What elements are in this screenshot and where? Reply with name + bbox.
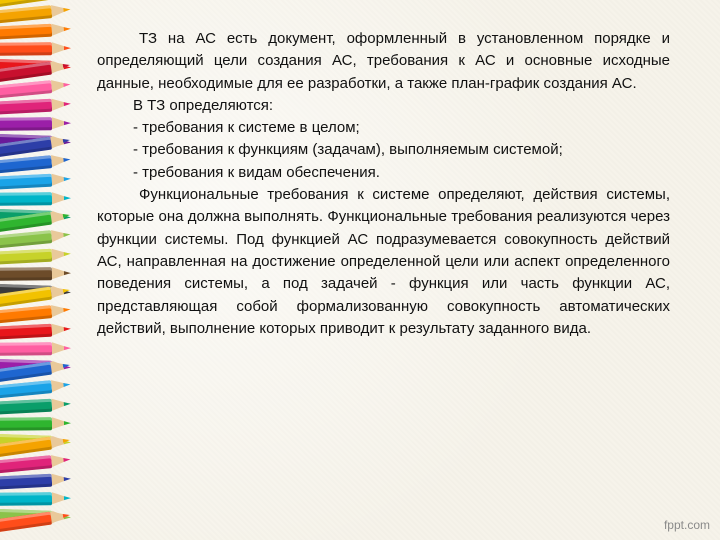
pencil-decoration <box>0 97 90 116</box>
pencil-decoration <box>0 192 90 206</box>
pencil-decoration <box>0 172 90 191</box>
list-item: - требования к видам обеспечения. <box>133 163 380 181</box>
watermark: fppt.com <box>663 518 710 532</box>
pencils-decoration <box>0 0 92 540</box>
pencil-decoration <box>0 322 90 341</box>
pencil-decoration <box>0 397 90 416</box>
functional-requirements-paragraph: Функциональные требования к системе определяют, действия системы, которые она должна выполнять. Функциональные требования реализуются через функции системы. Под функцией АС подразумевается совокупность действий АС, направленная на достижение определенной цели или аспект определенного поведения системы, а под задачей - функция или часть функции АС, представляющая собой формализованную совокупность автоматических действий, выполнение которых приводит к результату заданного вида. <box>97 186 670 337</box>
pencil-decoration <box>0 472 90 491</box>
list-item: - требования к функциям (задачам), выполняемым системой; <box>133 141 563 159</box>
pencil-decoration <box>0 117 90 131</box>
intro-paragraph: ТЗ на АС есть документ, оформленный в установленном порядке и определяющий цели создания АС, требования к АС и основные исходные данные, необходимые для ее разработки, а также план-график создания АС. <box>97 30 670 92</box>
text-content <box>97 28 670 340</box>
pencil-decoration <box>0 417 90 431</box>
pencil-decoration <box>0 342 90 356</box>
pencil-decoration <box>0 247 90 266</box>
pencil-decoration <box>0 267 90 281</box>
pencil-decoration <box>0 42 90 56</box>
pencil-decoration <box>0 22 90 41</box>
list-item: - требования к системе в целом; <box>133 119 360 137</box>
pencil-decoration <box>0 492 90 506</box>
list-heading: В ТЗ определяются: <box>133 96 274 114</box>
